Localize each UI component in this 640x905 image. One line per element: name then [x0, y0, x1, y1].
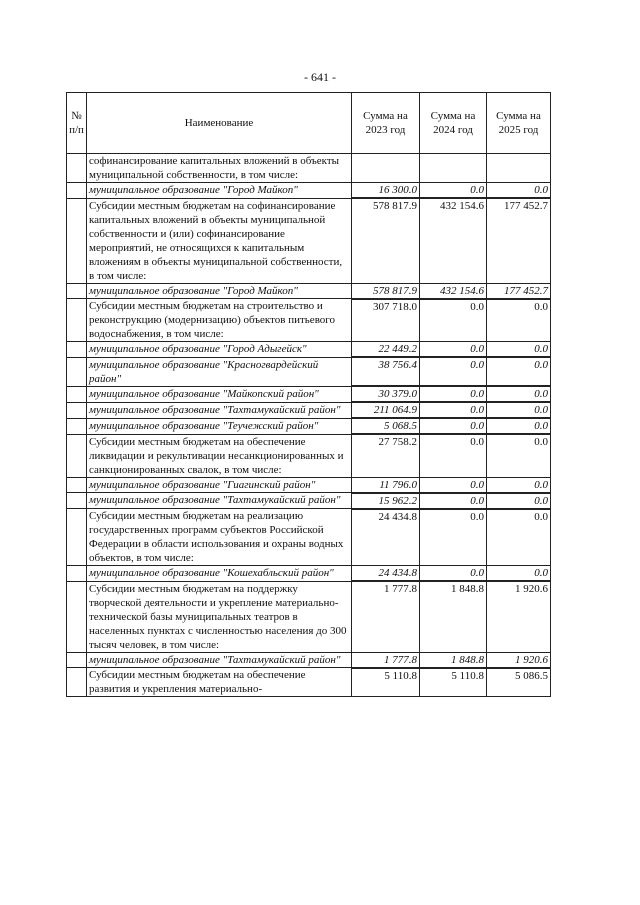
municipality-row: [67, 652, 551, 668]
amount-2025: 0.0: [487, 509, 551, 566]
municipality-row: [67, 386, 551, 402]
amount-2025: 1 920.6: [487, 652, 551, 668]
header-2025: Сумма на 2025 год: [487, 93, 551, 154]
subsidy-row: [67, 509, 551, 566]
row-number-cell: [67, 386, 87, 402]
row-name: муниципальное образование "Кошехабльский район": [87, 566, 352, 582]
subsidy-row: [67, 198, 551, 283]
row-name: муниципальное образование "Город Адыгейск": [87, 342, 352, 358]
amount-2024: 0.0: [420, 418, 487, 434]
amount-2023: 22 449.2: [352, 342, 420, 358]
amount-2024: 0.0: [420, 566, 487, 582]
amount-2025: 0.0: [487, 386, 551, 402]
amount-2024: 0.0: [420, 183, 487, 199]
amount-2024: 5 110.8: [420, 668, 487, 697]
row-number-cell: [67, 566, 87, 582]
amount-2025: 0.0: [487, 357, 551, 386]
subsidy-row: [67, 154, 551, 183]
row-name: Субсидии местным бюджетам на обеспечение ликвидации и рекультивации несанкционированных и санкционированных свалок, в том числе:: [87, 434, 352, 477]
amount-2023: 1 777.8: [352, 652, 420, 668]
row-name: Субсидии местным бюджетам на строительство и реконструкцию (модернизацию) объектов питьевого водоснабжения, в том числе:: [87, 299, 352, 342]
municipality-row: [67, 418, 551, 434]
subsidy-row: [67, 299, 551, 342]
row-name: муниципальное образование "Красногвардейский район": [87, 357, 352, 386]
page-number: - 641 -: [304, 70, 336, 84]
amount-2023: 578 817.9: [352, 198, 420, 283]
amount-2023: 11 796.0: [352, 477, 420, 493]
municipality-row: [67, 183, 551, 199]
amount-2024: 1 848.8: [420, 581, 487, 652]
municipality-row: [67, 493, 551, 509]
amount-2024: 0.0: [420, 299, 487, 342]
municipality-row: [67, 566, 551, 582]
row-number-cell: [67, 581, 87, 652]
row-name: Субсидии местным бюджетам на реализацию государственных программ субъектов Российской Федерации в области использования и охраны водных объектов, в том числе:: [87, 509, 352, 566]
amount-2023: 578 817.9: [352, 283, 420, 299]
amount-2023: 1 777.8: [352, 581, 420, 652]
amount-2025: 0.0: [487, 402, 551, 418]
row-number-cell: [67, 434, 87, 477]
municipality-row: [67, 357, 551, 386]
amount-2023: 15 962.2: [352, 493, 420, 509]
row-name: муниципальное образование "Тахтамукайский район": [87, 402, 352, 418]
subsidy-row: [67, 434, 551, 477]
amount-2024: 0.0: [420, 386, 487, 402]
amount-2024: 0.0: [420, 477, 487, 493]
subsidy-row: [67, 668, 551, 697]
amount-2025: 1 920.6: [487, 581, 551, 652]
row-number-cell: [67, 652, 87, 668]
row-number-cell: [67, 357, 87, 386]
amount-2024: 0.0: [420, 402, 487, 418]
subsidy-row: [67, 581, 551, 652]
row-number-cell: [67, 342, 87, 358]
row-number-cell: [67, 477, 87, 493]
row-number-cell: [67, 493, 87, 509]
row-name: муниципальное образование "Теучежский район": [87, 418, 352, 434]
amount-2024: 432 154.6: [420, 283, 487, 299]
header-2024: Сумма на 2024 год: [420, 93, 487, 154]
amount-2025: 177 452.7: [487, 198, 551, 283]
amount-2023: 5 110.8: [352, 668, 420, 697]
amount-2023: 211 064.9: [352, 402, 420, 418]
amount-2023: 307 718.0: [352, 299, 420, 342]
amount-2024: 0.0: [420, 357, 487, 386]
amount-2023: 27 758.2: [352, 434, 420, 477]
row-number-cell: [67, 283, 87, 299]
header-num: № п/п: [67, 93, 87, 154]
amount-2024: 0.0: [420, 342, 487, 358]
amount-2025: 0.0: [487, 434, 551, 477]
amount-2025: 0.0: [487, 493, 551, 509]
municipality-row: [67, 402, 551, 418]
amount-2023: 30 379.0: [352, 386, 420, 402]
amount-2023: [352, 154, 420, 183]
amount-2024: 0.0: [420, 509, 487, 566]
amount-2023: 16 300.0: [352, 183, 420, 199]
row-number-cell: [67, 402, 87, 418]
row-name: Субсидии местным бюджетам на поддержку творческой деятельности и укрепление материально-технической базы муниципальных театров в населенных пунктах с численностью населения до 300 тысяч человек, в том числе:: [87, 581, 352, 652]
amount-2025: 5 086.5: [487, 668, 551, 697]
amount-2025: 0.0: [487, 418, 551, 434]
row-name: муниципальное образование "Тахтамукайский район": [87, 652, 352, 668]
row-name: муниципальное образование "Майкопский район": [87, 386, 352, 402]
row-number-cell: [67, 668, 87, 697]
row-name: муниципальное образование "Город Майкоп": [87, 183, 352, 199]
row-name: муниципальное образование "Тахтамукайский район": [87, 493, 352, 509]
amount-2025: 0.0: [487, 342, 551, 358]
municipality-row: [67, 283, 551, 299]
row-number-cell: [67, 198, 87, 283]
budget-table: [66, 92, 551, 697]
amount-2024: 432 154.6: [420, 198, 487, 283]
amount-2023: 24 434.8: [352, 509, 420, 566]
amount-2024: 0.0: [420, 493, 487, 509]
amount-2024: 1 848.8: [420, 652, 487, 668]
row-name: Субсидии местным бюджетам на обеспечение развития и укрепления материально-: [87, 668, 352, 697]
row-number-cell: [67, 183, 87, 199]
amount-2023: 24 434.8: [352, 566, 420, 582]
amount-2025: 0.0: [487, 566, 551, 582]
amount-2024: 0.0: [420, 434, 487, 477]
amount-2023: 5 068.5: [352, 418, 420, 434]
amount-2023: 38 756.4: [352, 357, 420, 386]
row-number-cell: [67, 154, 87, 183]
amount-2024: [420, 154, 487, 183]
row-name: софинансирование капитальных вложений в объекты муниципальной собственности, в том числе:: [87, 154, 352, 183]
table-header-row: [67, 93, 551, 154]
row-name: муниципальное образование "Гиагинский район": [87, 477, 352, 493]
amount-2025: 177 452.7: [487, 283, 551, 299]
row-number-cell: [67, 299, 87, 342]
amount-2025: [487, 154, 551, 183]
row-number-cell: [67, 509, 87, 566]
row-name: муниципальное образование "Город Майкоп": [87, 283, 352, 299]
amount-2025: 0.0: [487, 299, 551, 342]
table-body: [67, 154, 551, 697]
municipality-row: [67, 477, 551, 493]
amount-2025: 0.0: [487, 477, 551, 493]
header-2023: Сумма на 2023 год: [352, 93, 420, 154]
amount-2025: 0.0: [487, 183, 551, 199]
row-number-cell: [67, 418, 87, 434]
header-name: Наименование: [87, 93, 352, 154]
municipality-row: [67, 342, 551, 358]
row-name: Субсидии местным бюджетам на софинансирование капитальных вложений в объекты муниципальной собственности и (или) софинансирование мероприятий, не относящихся к капитальным вложениям в объекты муниципальной собственности, в том числе:: [87, 198, 352, 283]
